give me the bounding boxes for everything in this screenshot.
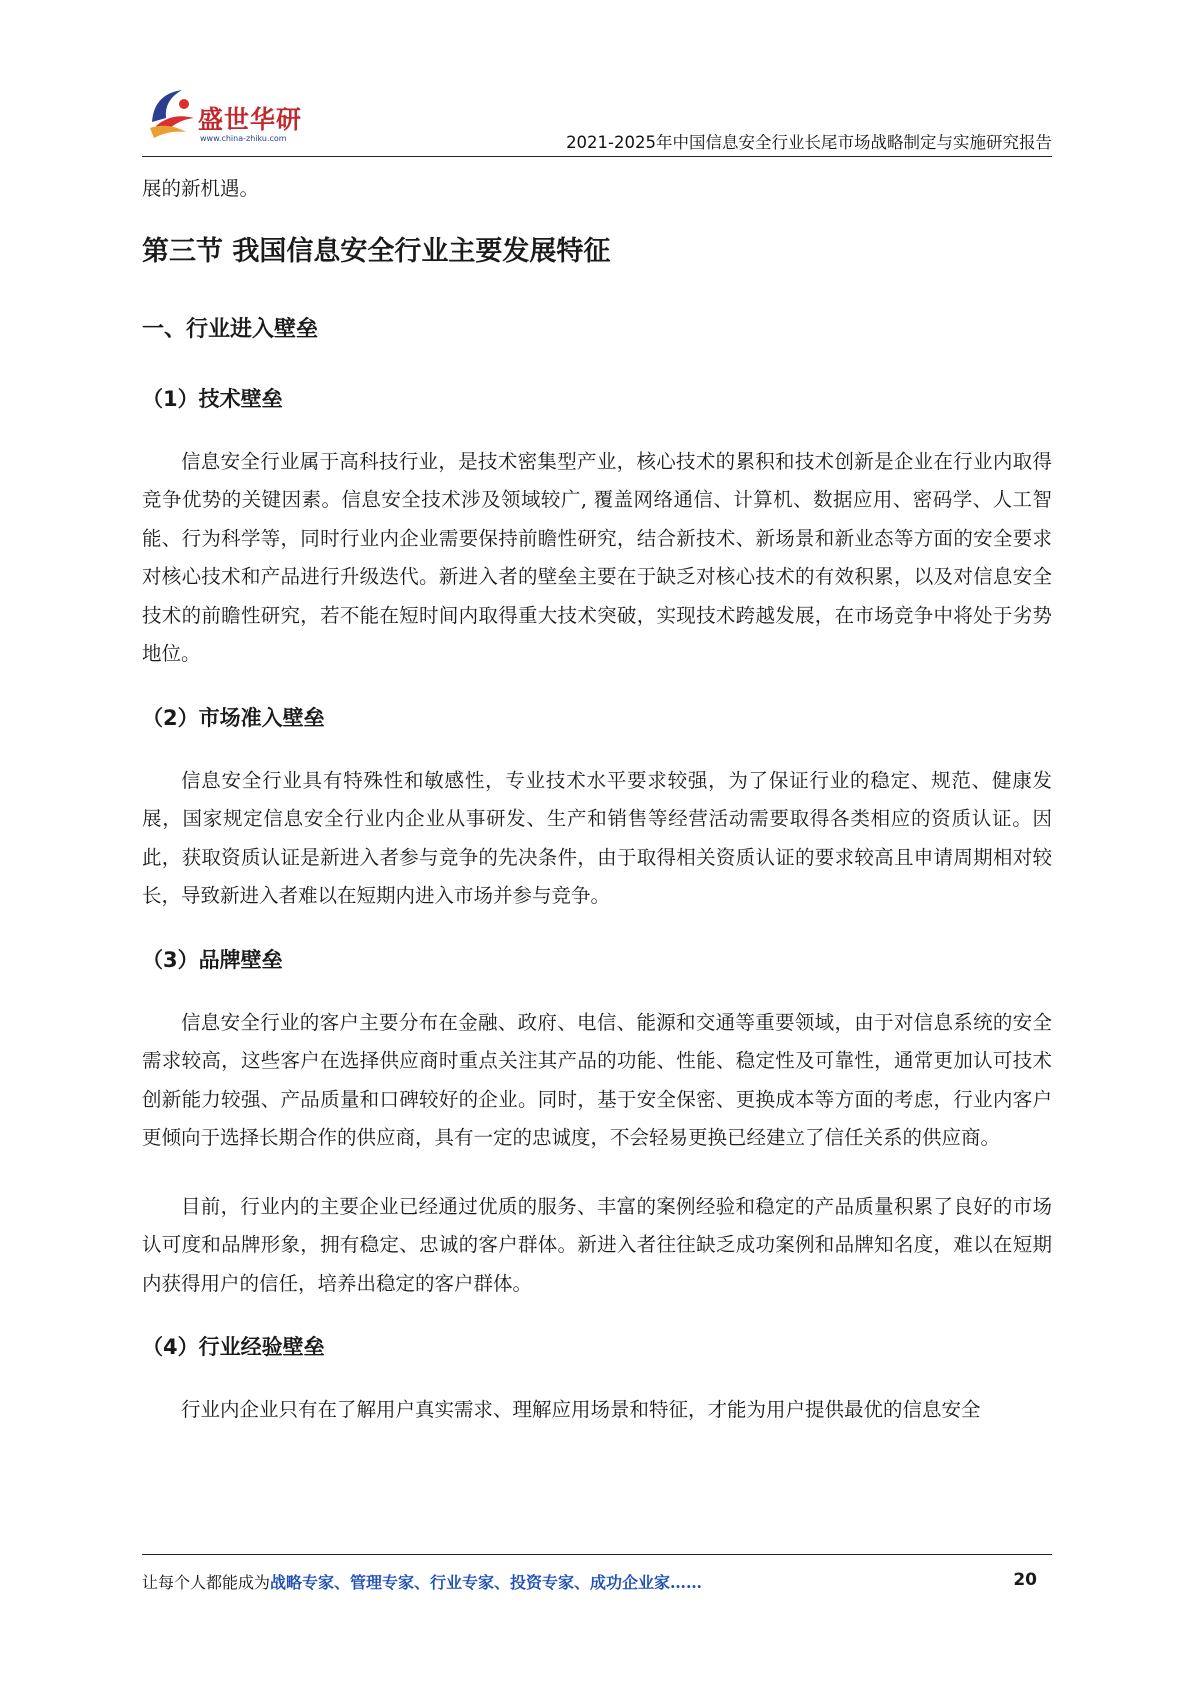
subsection-title: 一、行业进入壁垒 — [142, 316, 319, 342]
footer-slogan-emphasis: 战略专家、管理专家、行业专家、投资专家、成功企业家…… — [270, 1573, 703, 1592]
logo-text: 盛世华研 — [198, 105, 303, 134]
item-title-experience: （4）行业经验壁垒 — [142, 1335, 325, 1359]
logo-emblem-icon — [142, 82, 202, 142]
page-content — [142, 170, 1052, 1430]
paragraph-market-access: 信息安全行业具有特殊性和敏感性，专业技术水平要求较强，为了保证行业的稳定、规范、健康发展，国家规定信息安全行业内企业从事研发、生产和销售等经营活动需要取得各类相应的资质认证。因此，获取资质认证是新进入者参与竞争的先决条件，由于取得相关资质认证的要求较高且申请周期相对较长，导致新进入者难以在短期内进入市场并参与竞争。 — [142, 768, 1052, 907]
paragraph-brand-2: 目前，行业内的主要企业已经通过优质的服务、丰富的案例经验和稳定的产品质量积累了良好的市场认可度和品牌形象，拥有稳定、忠诚的客户群体。新进入者往往缺乏成功案例和品牌知名度，难以在短期内获得用户的信任，培养出稳定的客户群体。 — [142, 1194, 1052, 1295]
company-logo — [142, 78, 312, 148]
page-header — [142, 78, 1052, 158]
logo-url: www.china-zhiku.com — [200, 134, 287, 143]
header-divider — [142, 156, 1052, 157]
paragraph-experience: 行业内企业只有在了解用户真实需求、理解应用场景和特征，才能为用户提供最优的信息安全 — [181, 1398, 981, 1421]
item-title-tech: （1）技术壁垒 — [142, 386, 283, 411]
item-title-brand: （3）品牌壁垒 — [142, 947, 283, 972]
footer-slogan — [142, 1573, 702, 1592]
paragraph-brand-1: 信息安全行业的客户主要分布在金融、政府、电信、能源和交通等重要领域，由于对信息系统的安全需求较高，这些客户在选择供应商时重点关注其产品的功能、性能、稳定性及可靠性，通常更加认可技术创新能力较强、产品质量和口碑较好的企业。同时，基于安全保密、更换成本等方面的考虑，行业内客户更倾向于选择长期合作的供应商，具有一定的忠诚度，不会轻易更换已经建立了信任关系的供应商。 — [142, 1010, 1052, 1149]
footer-divider — [142, 1554, 1052, 1555]
section-title: 第三节 我国信息安全行业主要发展特征 — [142, 235, 611, 267]
page-footer — [142, 1570, 1037, 1593]
paragraph-tech: 信息安全行业属于高科技行业，是技术密集型产业，核心技术的累积和技术创新是企业在行业内取得竞争优势的关键因素。信息安全技术涉及领域较广, 覆盖网络通信、计算机、数据应用、密码学、人工智能、行为科学等，同时行业内企业需要保持前瞻性研究，结合新技术、新场景和新业态等方面的安全要求对核心技术和产品进行升级迭代。新进入者的壁垒主要在于缺乏对核心技术的有效积累，以及对信息安全技术的前瞻性研究，若不能在短时间内取得重大技术突破，实现技术跨越发展，在市场竞争中将处于劣势地位。 — [142, 449, 1052, 665]
continuation-text: 展的新机遇。 — [142, 177, 260, 200]
report-title: 2021-2025年中国信息安全行业长尾市场战略制定与实施研究报告 — [566, 133, 1052, 152]
footer-slogan-prefix: 让每个人都能成为 — [142, 1573, 271, 1592]
page-number: 20 — [1013, 1570, 1037, 1590]
item-title-market-access: （2）市场准入壁垒 — [142, 705, 325, 730]
